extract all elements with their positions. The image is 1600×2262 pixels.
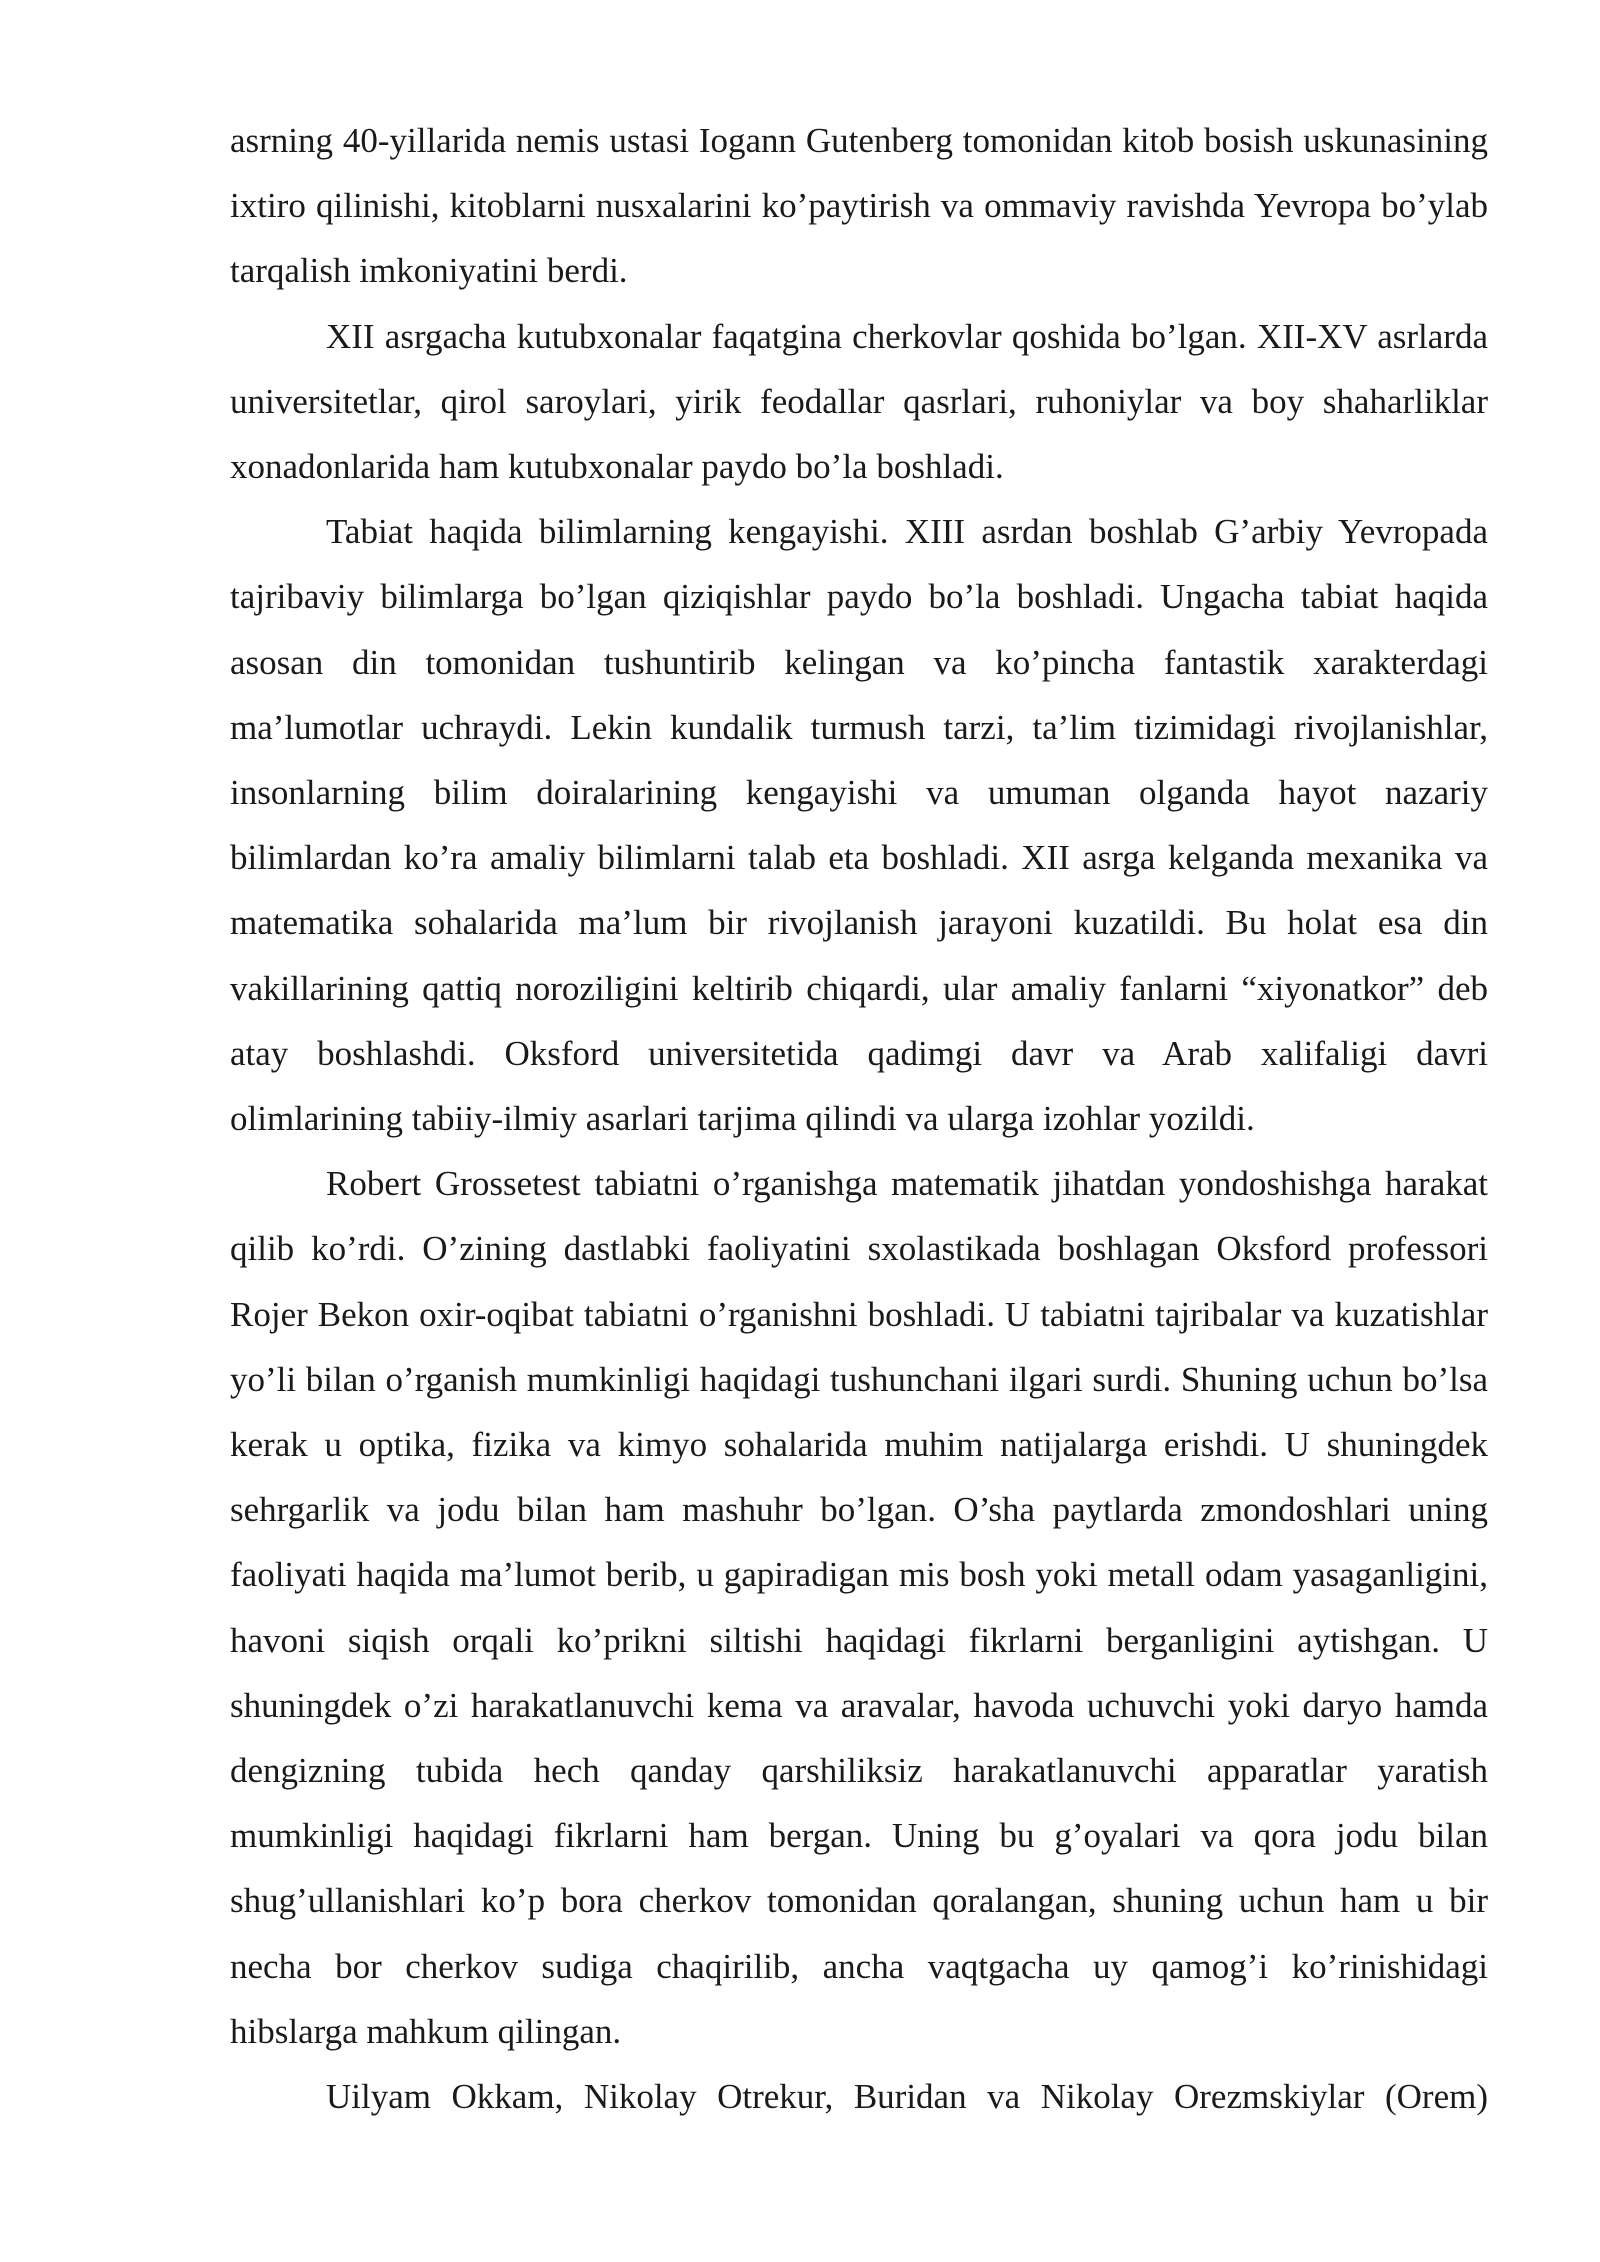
document-page bbox=[230, 108, 1488, 2129]
paragraph-grosseteste-bacon: Robert Grossetest tabiatni o’rganishga matematik jihatdan yondoshishga harakat qilib ko’rdi. O’zining dastlabki faoliyatini sxolastikada boshlagan Oksford professori Rojer Bekon oxir-oqibat tabiatni o’rganishni boshladi. U tabiatni tajribalar va kuzatishlar yo’li bilan o’rganish mumkinligi haqidagi tushunchani ilgari surdi. Shuning uchun bo’lsa kerak u optika, fizika va kimyo sohalarida muhim natijalarga erishdi. U shuningdek sehrgarlik va jodu bilan ham mashuhr bo’lgan. O’sha paytlarda zmondoshlari uning faoliyati haqida ma’lumot berib, u gapiradigan mis bosh yoki metall odam yasaganligini, havoni siqish orqali ko’prikni siltishi haqidagi fikrlarni berganligini aytishgan. U shuningdek o’zi harakatlanuvchi kema va aravalar, havoda uchuvchi yoki daryo hamda dengizning tubida hech qanday qarshiliksiz harakatlanuvchi apparatlar yaratish mumkinligi haqidagi fikrlarni ham bergan. Uning bu g’oyalari va qora jodu bilan shug’ullanishlari ko’p bora cherkov tomonidan qoralangan, shuning uchun ham u bir necha bor cherkov sudiga chaqirilib, ancha vaqtgacha uy qamog’i ko’rinishidagi hibslarga mahkum qilingan. bbox=[230, 1164, 1488, 2051]
paragraph-ockham: Uilyam Okkam, Nikolay Otrekur, Buridan va Nikolay Orezmskiylar (Orem) bbox=[326, 2077, 1488, 2117]
paragraph-printing-press: asrning 40-yillarida nemis ustasi Iogann Gutenberg tomonidan kitob bosish uskunasining ixtiro qilinishi, kitoblarni nusxalarini ko’paytirish va ommaviy ravishda Yevropa bo’ylab tarqalish imkoniyatini berdi. bbox=[230, 121, 1488, 291]
paragraph-libraries: XII asrgacha kutubxonalar faqatgina cherkovlar qoshida bo’lgan. XII-XV asrlarda universitetlar, qirol saroylari, yirik feodallar qasrlari, ruhoniylar va boy shaharliklar xonadonlarida ham kutubxonalar paydo bo’la boshladi. bbox=[230, 316, 1488, 487]
paragraph-nature-knowledge: Tabiat haqida bilimlarning kengayishi. XIII asrdan boshlab G’arbiy Yevropada tajribaviy bilimlarga bo’lgan qiziqishlar paydo bo’la boshladi. Ungacha tabiat haqida asosan din tomonidan tushuntirib kelingan va ko’pincha fantastik xarakterdagi ma’lumotlar uchraydi. Lekin kundalik turmush tarzi, ta’lim tizimidagi rivojlanishlar, insonlarning bilim doiralarining kengayishi va umuman olganda hayot nazariy bilimlardan ko’ra amaliy bilimlarni talab eta boshladi. XII asrga kelganda mexanika va matematika sohalarida ma’lum bir rivojlanish jarayoni kuzatildi. Bu holat esa din vakillarining qattiq noroziligini keltirib chiqardi, ular amaliy fanlarni “xiyonatkor” deb atay boshlashdi. Oksford universitetida qadimgi davr va Arab xalifaligi davri olimlarining tabiiy-ilmiy asarlari tarjima qilindi va ularga izohlar yozildi. bbox=[230, 512, 1488, 1139]
